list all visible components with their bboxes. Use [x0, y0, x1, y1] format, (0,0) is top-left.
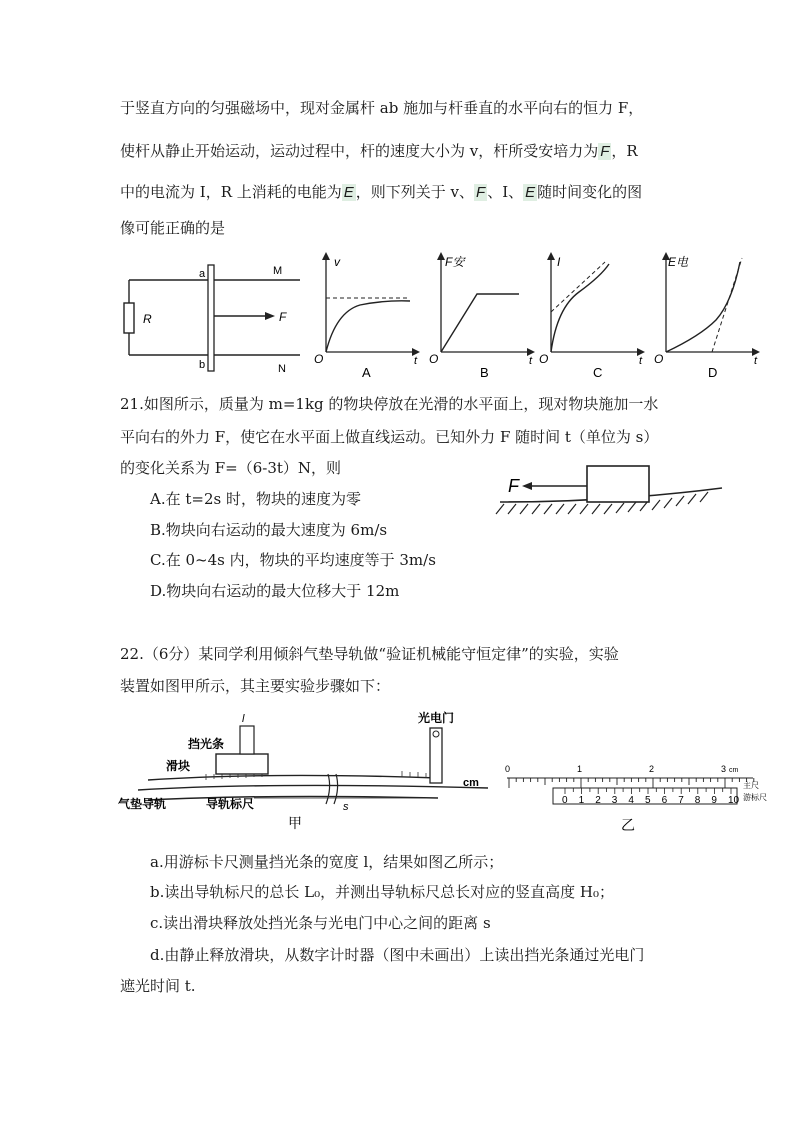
resistor-label: R: [143, 312, 152, 326]
graph-a-letter: A: [362, 365, 371, 380]
force-label: F: [279, 310, 287, 324]
vernier-number: 5: [645, 795, 651, 806]
vernier-caliper: [503, 760, 773, 840]
vernier-number: 9: [711, 795, 717, 806]
ampere-force-symbol-2: F: [476, 184, 486, 201]
track-scale-label: 导轨标尺: [206, 797, 255, 811]
q20-line-3-mid2: 、I、: [487, 183, 524, 201]
graph-d-letter: D: [708, 365, 718, 380]
q20-line-1: 于竖直方向的匀强磁场中，现对金属杆 ab 施加与杆垂直的水平向右的恒力 F，: [120, 99, 644, 117]
graph-a-ylabel: v: [334, 255, 340, 269]
q20-line-2: [120, 141, 638, 162]
graph-c-letter: C: [593, 365, 603, 380]
graph-b-ylabel: F安: [445, 255, 465, 269]
vernier-number: 8: [694, 795, 701, 806]
energy-symbol: E: [343, 184, 354, 201]
vernier-scale-label: 游标尺: [743, 793, 767, 802]
graph-b-origin: O: [429, 352, 439, 366]
strip-width-label: l: [242, 713, 245, 725]
photogate-label: 光电门: [418, 711, 455, 725]
force-f-label: F: [508, 476, 519, 496]
q21-option-c: C.在 0~4s 内，物块的平均速度等于 3m/s: [150, 551, 436, 569]
circuit-diagram: [115, 255, 300, 375]
vernier-number: 3: [611, 795, 618, 806]
rod-end-b: b: [199, 359, 206, 371]
q20-line-3-tail: 随时间变化的图: [537, 183, 643, 201]
graph-d-ylabel: E电: [668, 255, 689, 269]
q21-option-d: D.物块向右运动的最大位移大于 12m: [150, 582, 400, 600]
graph-b-tlabel: t: [529, 355, 533, 367]
q20-line-3-text: 中的电流为 I，R 上消耗的电能为: [120, 183, 342, 201]
q21-option-a: A.在 t=2s 时，物块的速度为零: [150, 490, 361, 508]
q20-line-3: [120, 182, 642, 203]
graph-a-tlabel: t: [414, 355, 418, 367]
photogate-icon: [430, 728, 442, 783]
q21-line-2: 平向右的外力 F，使它在水平面上做直线运动。已知外力 F 随时间 t（单位为 s）: [120, 428, 659, 446]
vernier-number: 2: [595, 795, 601, 806]
q21-line-3: 的变化关系为 F=（6-3t）N，则: [120, 459, 342, 477]
graph-c-origin: O: [539, 352, 549, 366]
graph-c: [535, 250, 647, 380]
q20-line-3-mid: ，则下列关于 v、: [355, 183, 475, 201]
graph-b-letter: B: [480, 365, 489, 380]
graph-a: [310, 250, 422, 380]
q22-step-d: d.由静止释放滑块，从数字计时器（图中未画出）上读出挡光条通过光电门: [150, 946, 645, 964]
q20-line-2-tail: ，R: [611, 142, 638, 160]
rail-label-m: M: [273, 265, 283, 277]
graph-b: [425, 250, 537, 380]
block-icon: [587, 466, 649, 502]
resistor-icon: [124, 303, 134, 333]
graph-a-origin: O: [314, 352, 324, 366]
strip-label: 挡光条: [188, 737, 225, 751]
air-track-label: 气垫导轨: [118, 797, 167, 811]
graph-d: [650, 250, 762, 380]
distance-label: s: [343, 801, 349, 813]
main-tick-0: 0: [505, 764, 511, 774]
graph-d-tlabel: t: [754, 355, 758, 367]
vernier-number: 0: [562, 795, 568, 806]
block-diagram: [492, 458, 737, 524]
vernier-number: 1: [578, 795, 585, 806]
q21-line-1: 21.如图所示，质量为 m=1kg 的物块停放在光滑的水平面上，现对物块施加一水: [120, 395, 659, 413]
q22-line-1: 22.（6分）某同学利用倾斜气垫导轨做“验证机械能守恒定律”的实验，实验: [120, 645, 619, 663]
graph-d-origin: O: [654, 352, 664, 366]
q20-line-2-text: 使杆从静止开始运动，运动过程中，杆的速度大小为 v，杆所受安培力为: [120, 142, 599, 160]
main-cm-label: cm: [729, 767, 739, 774]
air-track-diagram: [118, 708, 498, 833]
energy-symbol-2: E: [525, 184, 536, 201]
figure-yi-label: 乙: [621, 817, 635, 833]
q21-option-b: B.物块向右运动的最大速度为 6m/s: [150, 521, 388, 539]
vernier-number: 7: [678, 795, 684, 806]
vernier-number: 10: [728, 795, 740, 806]
q22-step-a: a.用游标卡尺测量挡光条的宽度 l，结果如图乙所示；: [150, 853, 504, 871]
main-tick-3: 3: [721, 764, 727, 774]
main-tick-1: 1: [577, 764, 583, 774]
q22-step-d-cont: 遮光时间 t.: [120, 977, 196, 995]
rail-label-n: N: [278, 363, 286, 375]
q22-line-2: 装置如图甲所示，其主要实验步骤如下：: [120, 677, 391, 695]
q22-step-b: b.读出导轨标尺的总长 L₀，并测出导轨标尺总长对应的竖直高度 H₀；: [150, 883, 614, 901]
figure-jia-label: 甲: [288, 815, 302, 831]
metal-rod-icon: [208, 265, 214, 371]
track-cm-label: cm: [463, 777, 479, 789]
slider-label: 滑块: [166, 759, 191, 773]
graph-c-ylabel: I: [557, 255, 561, 269]
vernier-number: 6: [661, 795, 668, 806]
slider-icon: [216, 754, 268, 774]
light-strip-icon: [240, 726, 254, 754]
q22-step-c: c.读出滑块释放处挡光条与光电门中心之间的距离 s: [150, 914, 491, 932]
ampere-force-symbol: F: [600, 143, 610, 160]
vernier-number: 4: [628, 795, 634, 806]
rod-end-a: a: [199, 268, 206, 280]
main-tick-2: 2: [649, 764, 655, 774]
q20-line-4: 像可能正确的是: [120, 219, 226, 237]
main-scale-label: 主尺: [743, 781, 759, 790]
graph-c-tlabel: t: [639, 355, 643, 367]
